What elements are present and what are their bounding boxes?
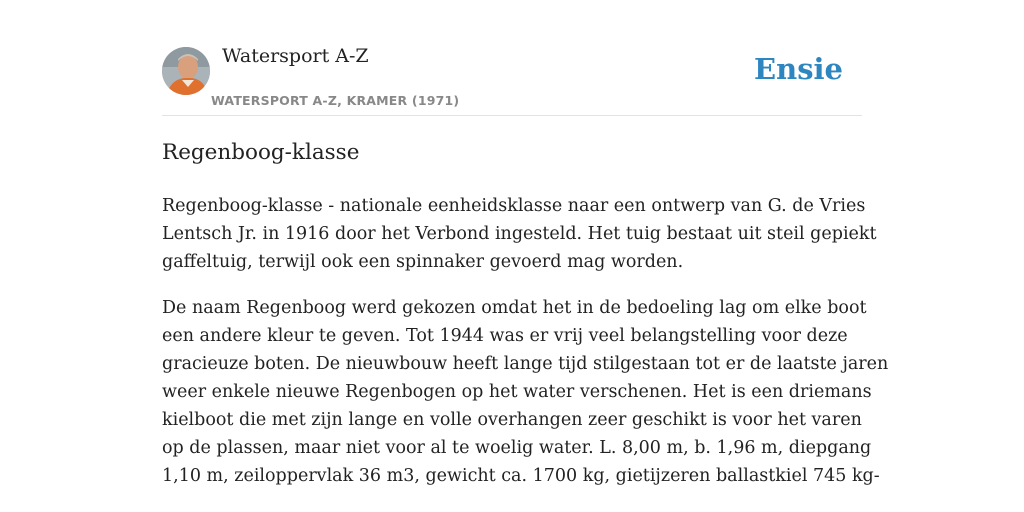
paragraph-line: Regenboog-klasse - nationale eenheidsklasse naar een ontwerp van G. de Vries (162, 196, 866, 216)
paragraph-line: weer enkele nieuwe Regenbogen op het water verschenen. Het is een driemans (162, 382, 872, 402)
paragraph-line: Lentsch Jr. in 1916 door het Verbond ingesteld. Het tuig bestaat uit steil gepiekt (162, 224, 877, 244)
paragraph-line: gaffeltuig, terwijl ook een spinnaker gevoerd mag worden. (162, 252, 684, 272)
avatar-photo (162, 47, 210, 95)
author-avatar[interactable] (162, 47, 210, 95)
article-paragraph-1 (162, 192, 877, 276)
paragraph-line: een andere kleur te geven. Tot 1944 was er vrij veel belangstelling voor deze (162, 326, 848, 346)
ensie-logo[interactable]: Ensie (754, 52, 843, 86)
source-title[interactable]: Watersport A-Z (222, 45, 369, 67)
paragraph-line: gracieuze boten. De nieuwbouw heeft lange tijd stilgestaan tot er de laatste jaren (162, 354, 889, 374)
article-title: Regenboog-klasse (162, 140, 360, 165)
article-paragraph-2 (162, 294, 889, 490)
paragraph-line: kielboot die met zijn lange en volle overhangen zeer geschikt is voor het varen (162, 410, 862, 430)
source-subtitle[interactable]: WATERSPORT A-Z, KRAMER (1971) (211, 93, 460, 108)
paragraph-line: De naam Regenboog werd gekozen omdat het in de bedoeling lag om elke boot (162, 298, 867, 318)
article-body (162, 192, 889, 508)
paragraph-line: 1,10 m, zeiloppervlak 36 m3, gewicht ca. 1700 kg, gietijzeren ballastkiel 745 kg- (162, 466, 880, 486)
header (162, 0, 862, 116)
paragraph-line: op de plassen, maar niet voor al te woelig water. L. 8,00 m, b. 1,96 m, diepgang (162, 438, 872, 458)
